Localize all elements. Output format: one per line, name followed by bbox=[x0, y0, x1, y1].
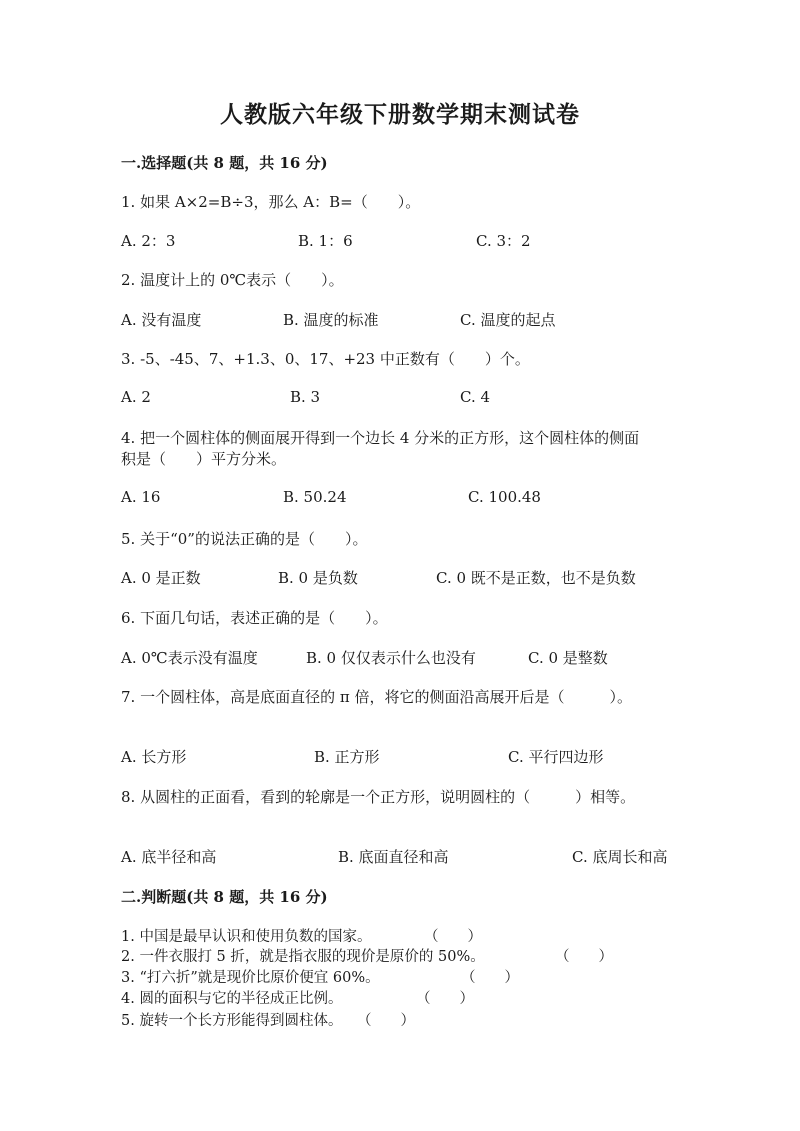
option-c: C. 0 既不是正数，也不是负数 bbox=[436, 569, 636, 587]
answer-parenthesis: （ ） bbox=[461, 970, 519, 986]
question-stem: 7. 一个圆柱体，高是底面直径的 π 倍，将它的侧面沿高展开后是（ ）。 bbox=[121, 688, 632, 706]
judge-item: 2. 一件衣服打 5 折，就是指衣服的现价是原价的 50%。 bbox=[121, 949, 485, 965]
option-c: C. 平行四边形 bbox=[508, 748, 604, 766]
option-b: B. 1：6 bbox=[298, 232, 353, 250]
question-stem: 8. 从圆柱的正面看，看到的轮廓是一个正方形，说明圆柱的（ ）相等。 bbox=[121, 788, 636, 806]
option-c: C. 100.48 bbox=[468, 488, 541, 506]
option-a: A. 0℃表示没有温度 bbox=[121, 649, 258, 667]
option-b: B. 温度的标准 bbox=[283, 311, 379, 329]
option-a: A. 2：3 bbox=[121, 232, 176, 250]
question-stem: 1. 如果 A×2=B÷3，那么 A：B=（ ）。 bbox=[121, 193, 421, 211]
option-a: A. 0 是正数 bbox=[121, 569, 201, 587]
option-b: B. 50.24 bbox=[283, 488, 347, 506]
judge-item: 1. 中国是最早认识和使用负数的国家。 bbox=[121, 929, 372, 945]
option-b: B. 3 bbox=[290, 388, 321, 406]
question-stem: 2. 温度计上的 0℃表示（ ）。 bbox=[121, 271, 344, 289]
answer-parenthesis: （ ） bbox=[357, 1013, 415, 1029]
question-stem: 5. 关于“0”的说法正确的是（ ）。 bbox=[121, 530, 368, 548]
option-b: B. 正方形 bbox=[314, 748, 380, 766]
option-c: C. 温度的起点 bbox=[460, 311, 556, 329]
option-c: C. 4 bbox=[460, 388, 491, 406]
question-stem: 3. -5、-45、7、+1.3、0、17、+23 中正数有（ ）个。 bbox=[121, 350, 530, 368]
option-b: B. 0 仅仅表示什么也没有 bbox=[306, 649, 476, 667]
answer-parenthesis: （ ） bbox=[424, 929, 482, 945]
answer-parenthesis: （ ） bbox=[555, 949, 613, 965]
option-a: A. 2 bbox=[121, 388, 151, 406]
option-b: B. 0 是负数 bbox=[278, 569, 358, 587]
option-a: A. 长方形 bbox=[121, 748, 187, 766]
option-c: C. 3：2 bbox=[476, 232, 531, 250]
answer-parenthesis: （ ） bbox=[416, 991, 474, 1007]
question-stem-line-1: 4. 把一个圆柱体的侧面展开得到一个边长 4 分米的正方形，这个圆柱体的侧面 bbox=[121, 429, 640, 447]
section-heading-choice: 一.选择题(共 8 题，共 16 分) bbox=[121, 154, 328, 172]
option-a: A. 底半径和高 bbox=[121, 848, 217, 866]
judge-item: 4. 圆的面积与它的半径成正比例。 bbox=[121, 991, 343, 1007]
option-a: A. 没有温度 bbox=[121, 311, 202, 329]
option-b: B. 底面直径和高 bbox=[338, 848, 449, 866]
page-title: 人教版六年级下册数学期末测试卷 bbox=[220, 101, 580, 128]
judge-item: 3. “打六折”就是现价比原价便宜 60%。 bbox=[121, 970, 380, 986]
option-a: A. 16 bbox=[121, 488, 161, 506]
question-stem: 6. 下面几句话，表述正确的是（ ）。 bbox=[121, 609, 388, 627]
question-stem-line-2: 积是（ ）平方分米。 bbox=[121, 450, 287, 468]
section-heading-judge: 二.判断题(共 8 题，共 16 分) bbox=[121, 888, 328, 906]
option-c: C. 底周长和高 bbox=[572, 848, 668, 866]
judge-item: 5. 旋转一个长方形能得到圆柱体。 bbox=[121, 1013, 343, 1029]
option-c: C. 0 是整数 bbox=[528, 649, 608, 667]
